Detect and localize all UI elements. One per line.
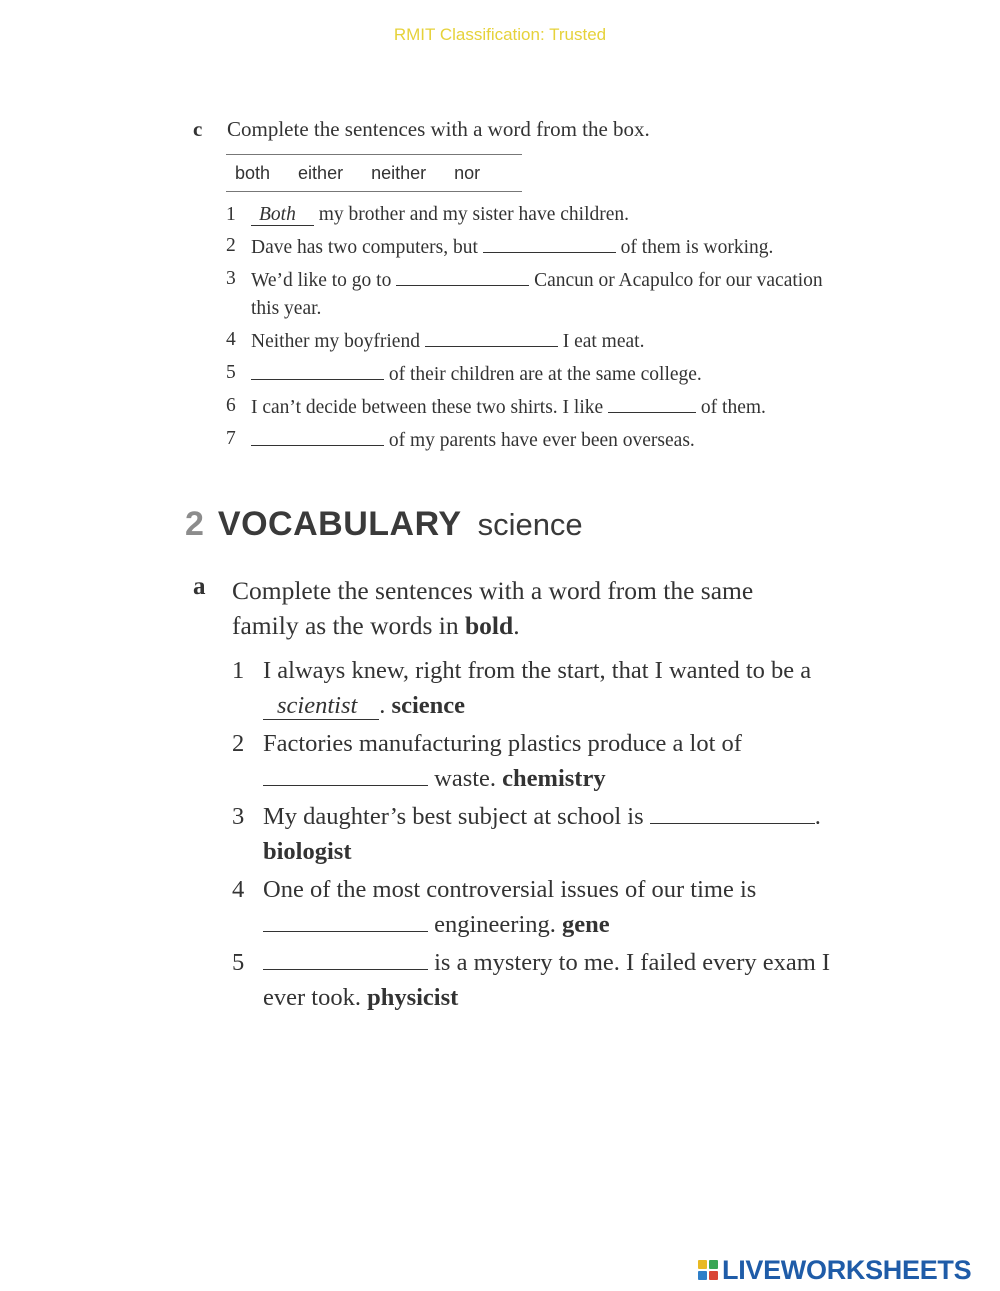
answer-example: scientist xyxy=(263,692,379,720)
section-c-instruction: Complete the sentences with a word from the box. xyxy=(227,117,650,141)
keyword: physicist xyxy=(367,984,459,1011)
logo-text: LIVEWORKSHEETS xyxy=(722,1254,972,1285)
list-item xyxy=(226,326,846,356)
list-item xyxy=(226,265,846,323)
item-text: waste. xyxy=(428,765,503,792)
item-number: 7 xyxy=(226,428,236,449)
item-text: of my parents have ever been overseas. xyxy=(384,430,695,451)
answer-blank[interactable] xyxy=(263,911,428,932)
list-item xyxy=(226,425,846,455)
section-c-letter: c xyxy=(193,117,203,141)
item-number: 4 xyxy=(232,876,245,903)
item-text: We’d like to go to xyxy=(251,270,397,291)
list-item xyxy=(226,392,846,422)
item-text: My daughter’s best subject at school is xyxy=(263,803,650,830)
item-number: 5 xyxy=(226,362,236,383)
item-text: Cancun or Acapulco for our vacation this year. xyxy=(251,270,823,319)
item-text: of them. xyxy=(696,397,766,418)
keyword: gene xyxy=(562,911,610,938)
answer-blank[interactable] xyxy=(263,949,428,970)
classification-label: RMIT Classification: Trusted xyxy=(393,25,607,44)
item-number: 3 xyxy=(226,268,236,289)
list-item xyxy=(226,359,846,389)
word-box-item: nor xyxy=(454,162,481,183)
item-text: I can’t decide between these two shirts. I like xyxy=(251,397,609,418)
item-text: of their children are at the same college. xyxy=(384,364,702,385)
word-box-item: neither xyxy=(371,162,427,183)
answer-blank[interactable] xyxy=(263,765,428,786)
item-text: I eat meat. xyxy=(557,331,645,352)
item-text: Dave has two computers, but xyxy=(251,237,483,258)
item-text: is a mystery to me. I failed every exam I ever took. xyxy=(263,949,831,1011)
item-number: 2 xyxy=(226,235,236,256)
answer-blank[interactable] xyxy=(396,265,529,286)
list-item xyxy=(232,872,832,942)
instruction-end: . xyxy=(513,611,520,640)
word-box xyxy=(226,154,522,192)
liveworksheets-logo-icon xyxy=(698,1260,718,1280)
item-number: 5 xyxy=(232,949,245,976)
section-subtitle: science xyxy=(477,507,583,542)
section-title: VOCABULARY xyxy=(217,505,462,543)
item-text: Neither my boyfriend xyxy=(251,331,425,352)
item-text: Factories manufacturing plastics produce a lot of xyxy=(263,730,742,757)
section-heading xyxy=(185,505,583,544)
list-item xyxy=(226,232,846,262)
item-text: . xyxy=(379,692,392,719)
answer-blank[interactable] xyxy=(425,326,558,347)
word-box-item: both xyxy=(235,162,271,183)
list-item xyxy=(232,799,832,869)
item-number: 6 xyxy=(226,395,236,416)
word-box-item: either xyxy=(298,162,344,183)
section-a-letter: a xyxy=(193,573,206,600)
keyword: biologist xyxy=(263,838,352,865)
section-number: 2 xyxy=(185,505,204,543)
instruction-text: Complete the sentences with a word from the same family as the words in xyxy=(232,576,754,640)
item-number: 4 xyxy=(226,329,236,350)
list-item xyxy=(232,945,832,1015)
answer-blank[interactable] xyxy=(650,803,815,824)
item-number: 1 xyxy=(226,204,236,225)
item-number: 1 xyxy=(232,657,245,684)
item-number: 2 xyxy=(232,730,245,757)
answer-blank[interactable] xyxy=(251,359,384,380)
item-number: 3 xyxy=(232,803,245,830)
item-text: engineering. xyxy=(428,911,563,938)
item-text: I always knew, right from the start, that I wanted to be a xyxy=(263,657,812,684)
answer-blank[interactable] xyxy=(483,232,616,253)
item-text: One of the most controversial issues of our time is xyxy=(263,876,757,903)
section-a-list xyxy=(232,653,832,1018)
answer-example: Both xyxy=(251,204,314,226)
list-item xyxy=(232,653,832,723)
item-text: . xyxy=(814,803,821,830)
list-item xyxy=(232,726,832,796)
section-c-list xyxy=(226,201,846,458)
answer-blank[interactable] xyxy=(251,425,384,446)
item-text: of them is working. xyxy=(615,237,774,258)
list-item xyxy=(226,201,846,229)
liveworksheets-logo[interactable] xyxy=(698,1253,971,1287)
keyword: science xyxy=(391,692,466,719)
item-text: my brother and my sister have children. xyxy=(313,204,630,225)
answer-blank[interactable] xyxy=(608,392,696,413)
section-a-instruction xyxy=(232,573,812,643)
instruction-bold: bold xyxy=(465,611,514,640)
keyword: chemistry xyxy=(502,765,606,792)
